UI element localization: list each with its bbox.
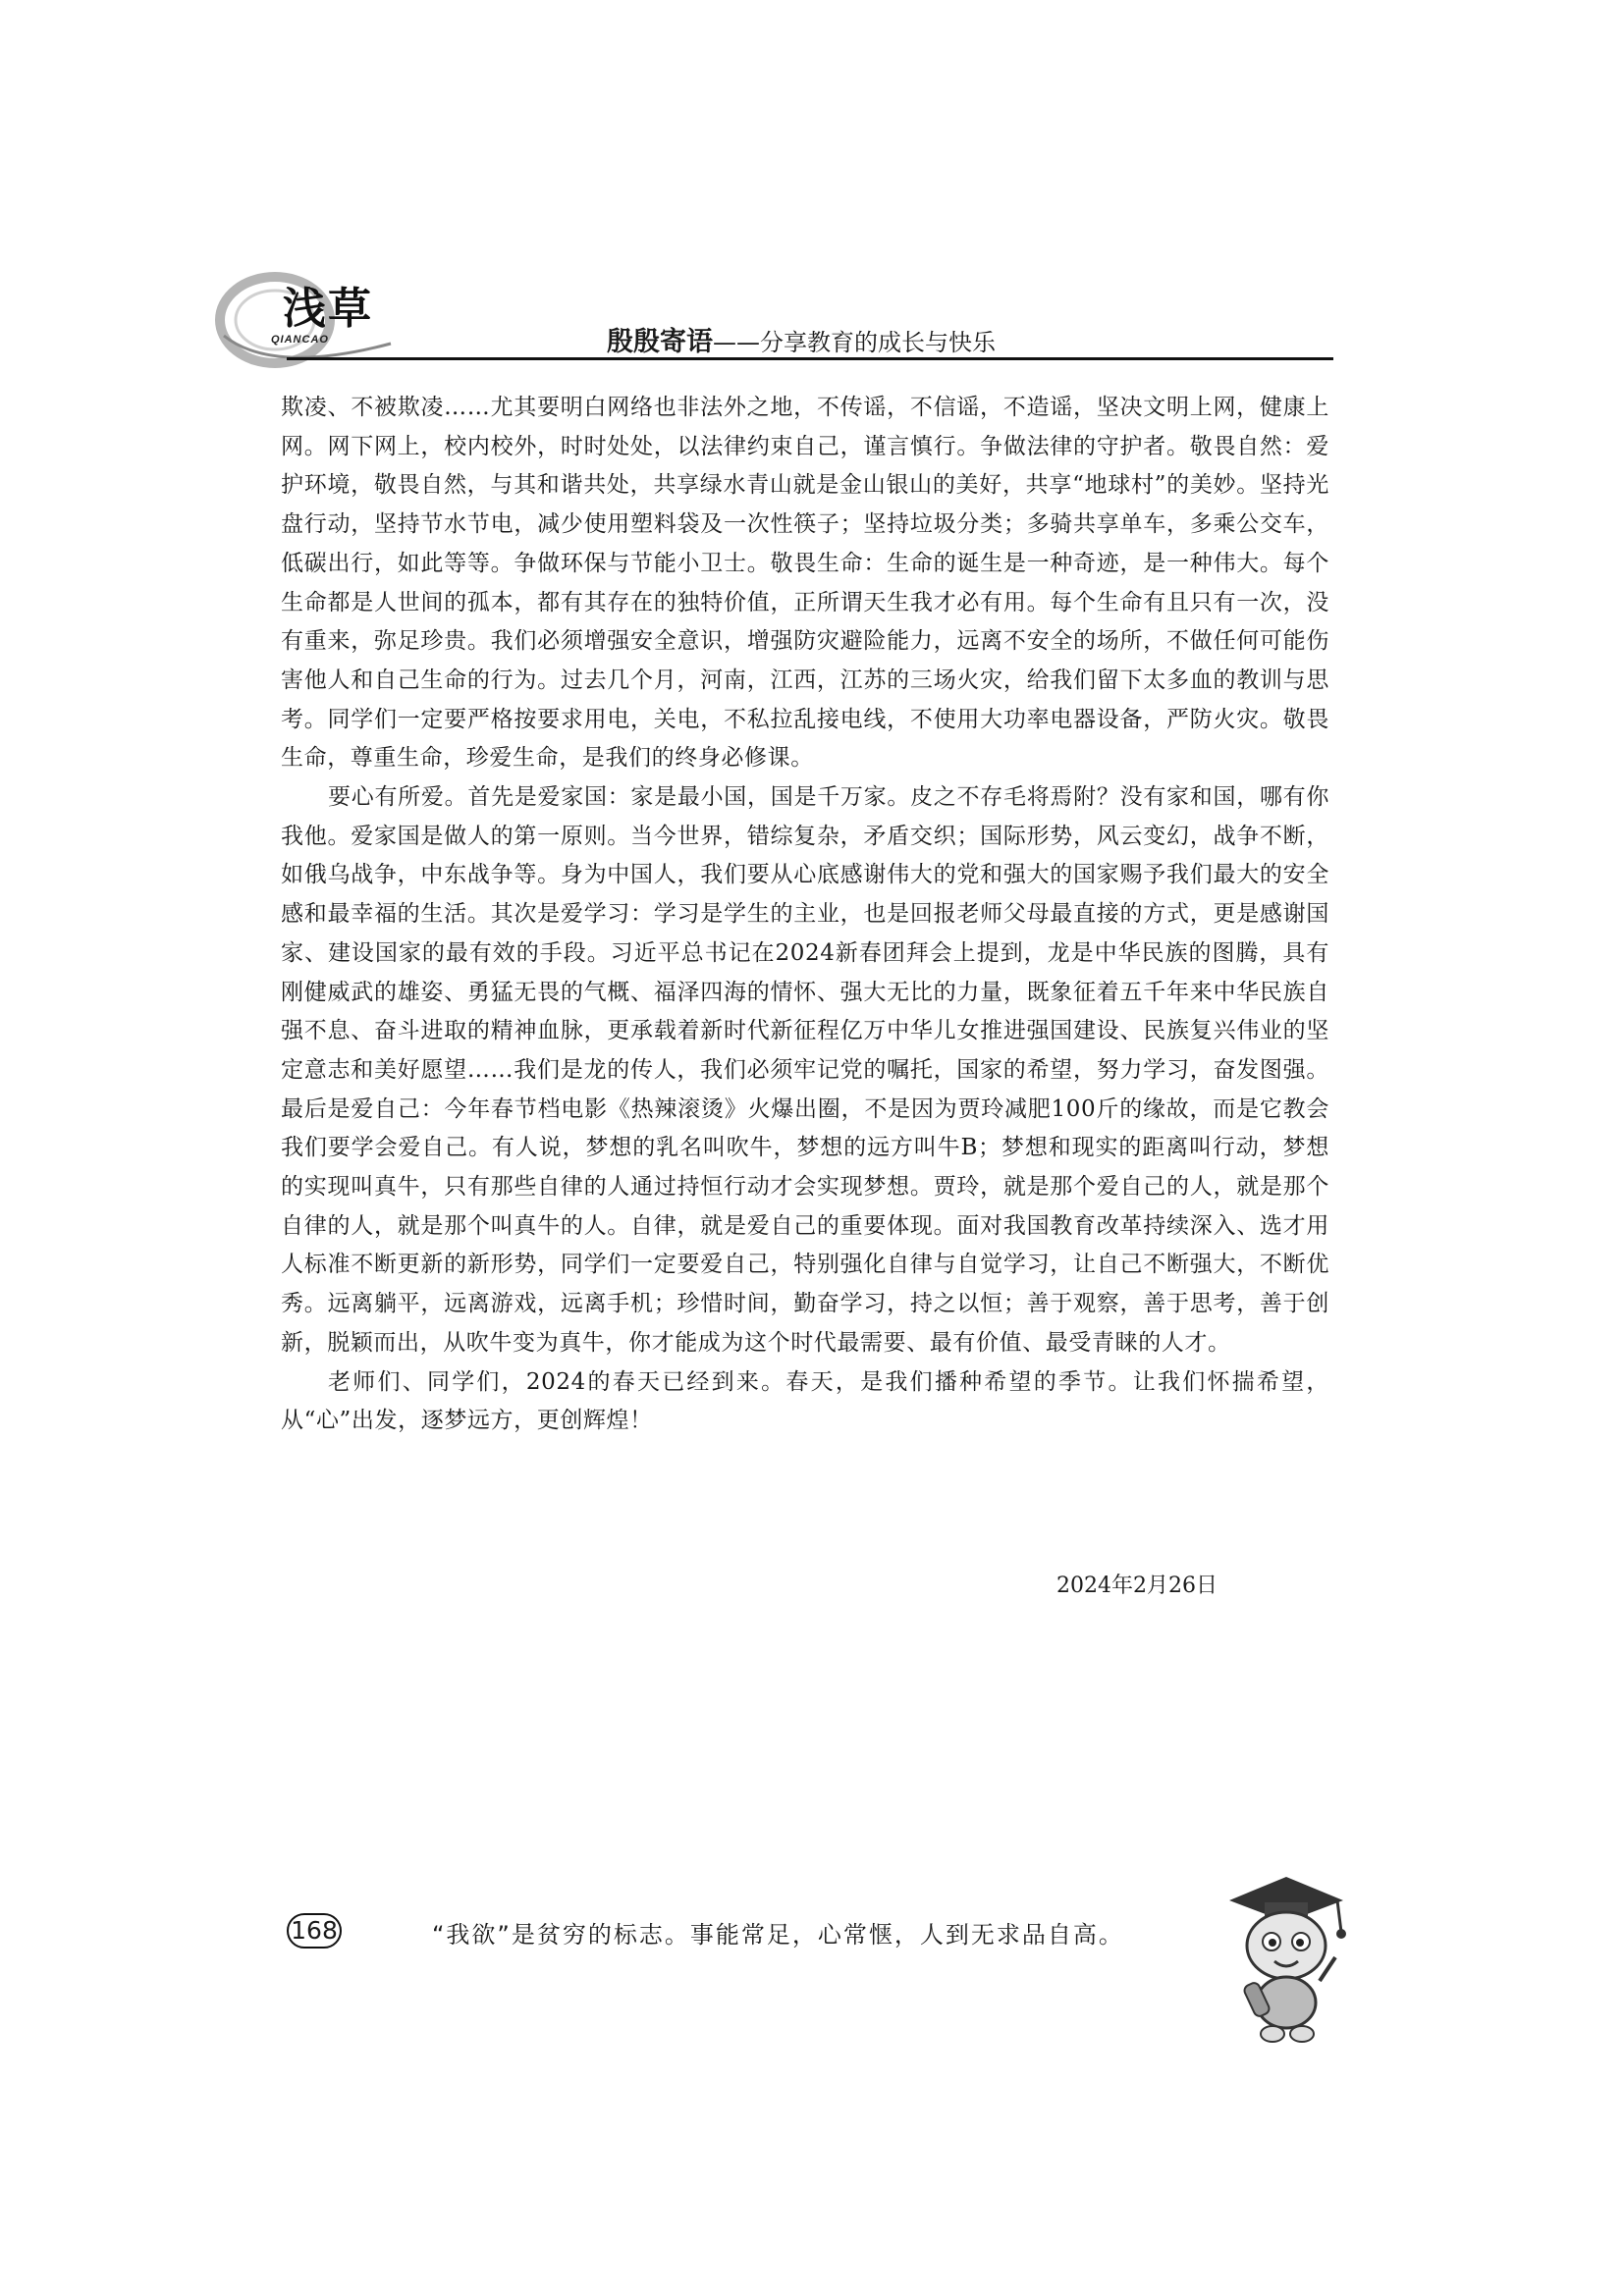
- article-date: 2024年2月26日: [1056, 1574, 1218, 1598]
- article-body: [281, 389, 1329, 1441]
- header-divider: [287, 357, 1333, 360]
- column-name: 殷殷寄语: [607, 327, 713, 357]
- column-subtitle: ——分享教育的成长与快乐: [713, 329, 996, 356]
- page-header-title: [607, 320, 996, 358]
- logo-text: 浅草: [283, 284, 373, 334]
- paragraph-2: 要心有所爱。首先是爱家国：家是最小国，国是千万家。皮之不存毛将焉附？没有家和国，哪有你我他。爱家国是做人的第一原则。当今世界，错综复杂，矛盾交织；国际形势，风云变幻，战争不断，如俄乌战争，中东战争等。身为中国人，我们要从心底感谢伟大的党和强大的国家赐予我们最大的安全感和最幸福的生活。其次是爱学习：学习是学生的主业，也是回报老师父母最直接的方式，更是感谢国家、建设国家的最有效的手段。习近平总书记在2024新春团拜会上提到，龙是中华民族的图腾，具有刚健威武的雄姿、勇猛无畏的气概、福泽四海的情怀、强大无比的力量，既象征着五千年来中华民族自强不息、奋斗进取的精神血脉，更承载着新时代新征程亿万中华儿女推进强国建设、民族复兴伟业的坚定意志和美好愿望……我们是龙的传人，我们必须牢记党的嘱托，国家的希望，努力学习，奋发图强。最后是爱自己：今年春节档电影《热辣滚烫》火爆出圈，不是因为贾玲减肥100斤的缘故，而是它教会我们要学会爱自己。有人说，梦想的乳名叫吹牛，梦想的远方叫牛B；梦想和现实的距离叫行动，梦想的实现叫真牛，只有那些自律的人通过持恒行动才会实现梦想。贾玲，就是那个爱自己的人，就是那个自律的人，就是那个叫真牛的人。自律，就是爱自己的重要体现。面对我国教育改革持续深入、选才用人标准不断更新的新形势，同学们一定要爱自己，特别强化自律与自觉学习，让自己不断强大，不断优秀。远离躺平，远离游戏，远离手机；珍惜时间，勤奋学习，持之以恒；善于观察，善于思考，善于创新，脱颖而出，从吹牛变为真牛，你才能成为这个时代最需要、最有价值、最受青睐的人才。: [281, 784, 1329, 1356]
- paragraph-3: 老师们、同学们，2024的春天已经到来。春天，是我们播种希望的季节。让我们怀揣希望，从“心”出发，逐梦远方，更创辉煌！: [281, 1368, 1329, 1434]
- paragraph-1: 欺凌、不被欺凌……尤其要明白网络也非法外之地，不传谣，不信谣，不造谣，坚决文明上网，健康上网。网下网上，校内校外，时时处处，以法律约束自己，谨言慎行。争做法律的守护者。敬畏自然：爱护环境，敬畏自然，与其和谐共处，共享绿水青山就是金山银山的美好，共享“地球村”的美妙。坚持光盘行动，坚持节水节电，减少使用塑料袋及一次性筷子；坚持垃圾分类；多骑共享单车，多乘公交车，低碳出行，如此等等。争做环保与节能小卫士。敬畏生命：生命的诞生是一种奇迹，是一种伟大。每个生命都是人世间的孤本，都有其存在的独特价值，正所谓天生我才必有用。每个生命有且只有一次，没有重来，弥足珍贵。我们必须增强安全意识，增强防灾避险能力，远离不安全的场所，不做任何可能伤害他人和自己生命的行为。过去几个月，河南，江西，江苏的三场火灾，给我们留下太多血的教训与思考。同学们一定要严格按要求用电，关电，不私拉乱接电线，不使用大功率电器设备，严防火灾。敬畏生命，尊重生命，珍爱生命，是我们的终身必修课。: [281, 395, 1329, 772]
- mascot-graduate-illustration: [1210, 1863, 1357, 2050]
- page-number: 168: [287, 1913, 342, 1949]
- logo-subtext: QIANCAO: [271, 334, 329, 346]
- footer-quote: “我欲”是贫穷的标志。事能常足，心常惬，人到无求品自高。: [432, 1921, 1124, 1949]
